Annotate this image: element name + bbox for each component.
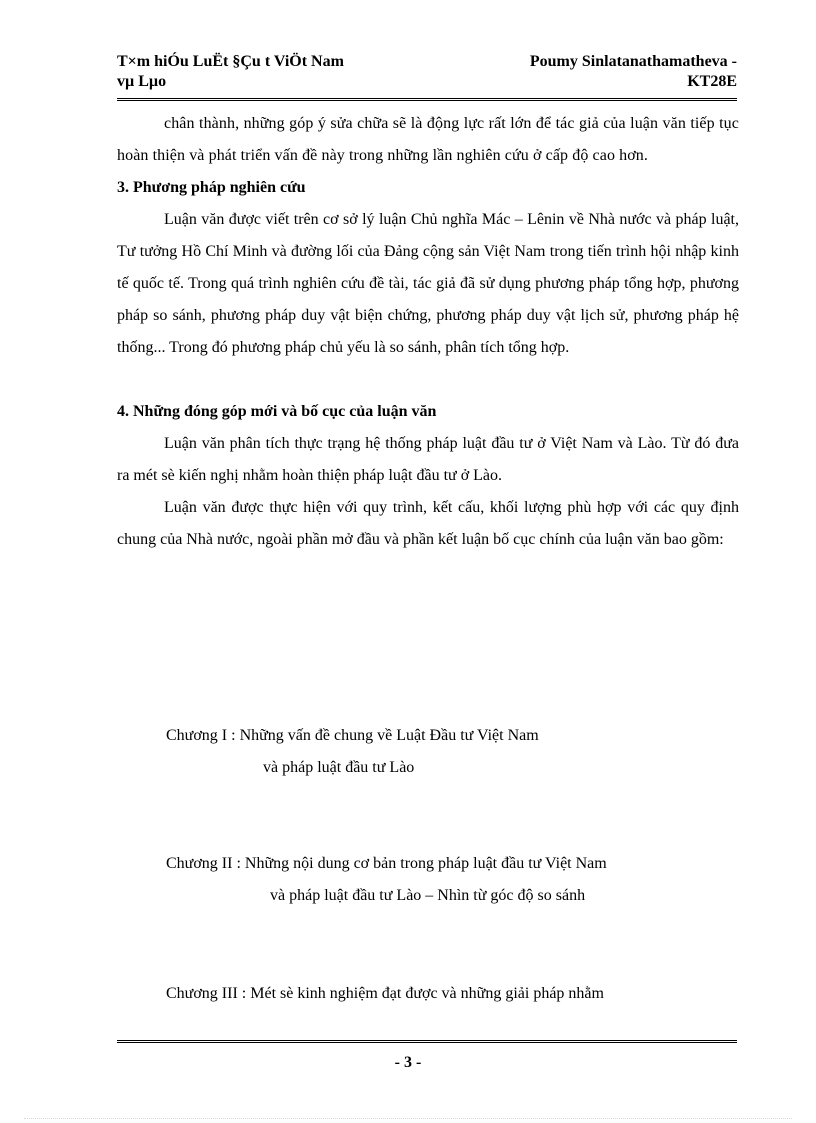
chapter-1 — [166, 720, 539, 784]
chapter-2 — [166, 848, 607, 912]
header-author-line1: Poumy Sinlatanathamatheva - — [529, 53, 737, 70]
header-author — [530, 52, 737, 92]
page-edge-dotted-line — [24, 1118, 792, 1119]
chapter-3-line1: Chương III : Mét sè kinh nghiệm đạt được và những giải pháp nhằm — [166, 985, 604, 1002]
footer-divider — [117, 1040, 737, 1043]
page-number: - 3 - — [394, 1054, 422, 1071]
chapter-2-line2: và pháp luật đầu tư Lào – Nhìn từ góc độ so sánh — [270, 887, 586, 904]
intro-paragraph: chân thành, những góp ý sửa chữa sẽ là động lực rất lớn để tác giả của luận văn tiếp tục hoàn thiện và phát triển vấn đề này trong những lần nghiên cứu ở cấp độ cao hơn. — [117, 115, 739, 164]
chapter-1-line1: Chương I : Những vấn đề chung về Luật Đầu tư Việt Nam — [166, 727, 539, 744]
page-header — [117, 52, 737, 96]
section-4-paragraph-2: Luận văn được thực hiện với quy trình, kết cấu, khối lượng phù hợp với các quy định chung của Nhà nước, ngoài phần mở đầu và phần kết luận bố cục chính của luận văn bao gồm: — [117, 499, 739, 548]
header-title-line2: vµ Lµo — [117, 73, 167, 90]
header-author-line2: KT28E — [687, 73, 737, 90]
section-4-heading: 4. Những đóng góp mới và bố cục của luận văn — [117, 403, 437, 420]
section-3-paragraph: Luận văn được viết trên cơ sở lý luận Chủ nghĩa Mác – Lênin về Nhà nước và pháp luật, Tư tưởng Hồ Chí Minh và đường lối của Đảng cộng sản Việt Nam trong tiến trình hội nhập kinh tế quốc tế. Trong quá trình nghiên cứu đề tài, tác giả đã sử dụng phương pháp tổng hợp, phương pháp so sánh, phương pháp duy vật biện chứng, phương pháp duy vật lịch sử, phương pháp hệ thống... Trong đó phương pháp chủ yếu là so sánh, phân tích tổng hợp. — [117, 211, 739, 356]
document-body — [117, 108, 739, 556]
chapter-3 — [166, 978, 604, 1010]
section-3-heading: 3. Phương pháp nghiên cứu — [117, 179, 306, 196]
chapter-1-line2: và pháp luật đầu tư Lào — [263, 759, 415, 776]
header-divider — [117, 98, 737, 101]
chapter-2-line1: Chương II : Những nội dung cơ bản trong pháp luật đầu tư Việt Nam — [166, 855, 607, 872]
header-title — [117, 52, 344, 92]
section-4-paragraph-1: Luận văn phân tích thực trạng hệ thống pháp luật đầu tư ở Việt Nam và Lào. Từ đó đưa ra mét sè kiến nghị nhằm hoàn thiện pháp luật đầu tư ở Lào. — [117, 435, 739, 484]
header-title-line1: T×m hiÓu LuËt §Çu t ViÖt Nam — [117, 53, 344, 70]
